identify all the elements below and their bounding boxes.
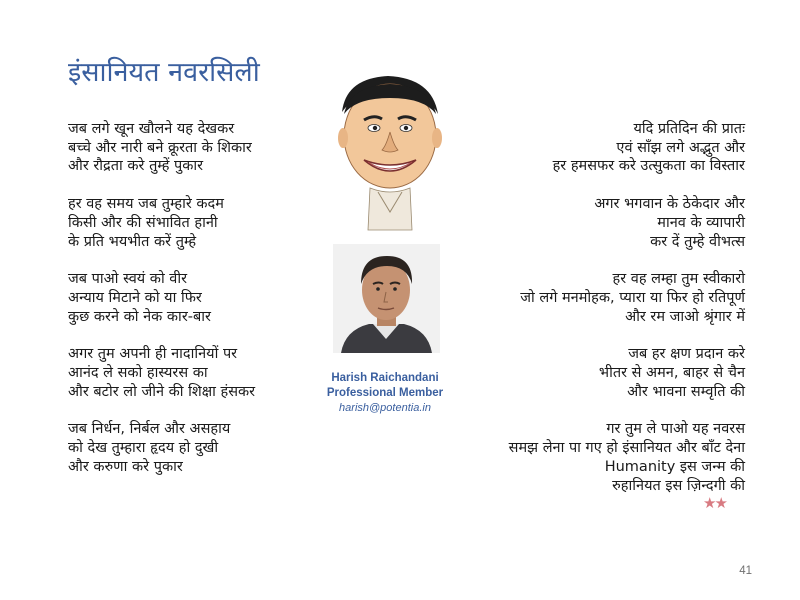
stanza <box>68 120 348 176</box>
author-caricature <box>328 72 450 232</box>
poem-line: Humanity इस जन्म की <box>604 458 745 475</box>
poem-line: गर तुम ले पाओ यह नवरस <box>606 421 745 438</box>
poem-line: हर हमसफर करे उत्सुकता का विस्तार <box>552 158 745 175</box>
poem-line: कुछ करने को नेक कार-बार <box>68 308 211 325</box>
poem-line: और करुणा करे पुकार <box>68 458 183 475</box>
poem-line: बच्चे और नारी बने क्रूरता के शिकार <box>68 139 252 156</box>
poem-line: एवं साँझ लगे अद्भुत और <box>616 139 745 156</box>
poem-line: हर वह लम्हा तुम स्वीकारो <box>612 271 745 288</box>
poem-line: और भावना सम्वृति की <box>627 383 745 400</box>
poem-line: को देख तुम्हारा हृदय हो दुखी <box>68 440 219 457</box>
stanza <box>445 345 745 401</box>
poem-line: भीतर से अमन, बाहर से चैन <box>598 365 745 382</box>
poem-line: रुहानियत इस ज़िन्दगी की <box>612 477 745 494</box>
poem-line: किसी और की संभावित हानी <box>68 214 218 231</box>
stanza <box>445 195 745 251</box>
poem-line: कर दें तुम्हे वीभत्स <box>650 233 745 250</box>
stanza <box>68 270 348 326</box>
poem-line: अगर भगवान के ठेकेदार और <box>594 196 745 213</box>
portrait-illustration <box>333 244 440 353</box>
poem-line: जब निर्धन, निर्बल और असहाय <box>68 421 231 438</box>
stanza <box>445 420 745 495</box>
poem-line: अगर तुम अपनी ही नादानियों पर <box>68 346 238 363</box>
stanza <box>68 195 348 251</box>
page-number: 41 <box>739 565 752 577</box>
poem-right-column <box>445 120 745 514</box>
poem-line: यदि प्रतिदिन की प्रातः <box>633 121 745 137</box>
stanza <box>445 120 745 176</box>
poem-line: अन्याय मिटाने को या फिर <box>68 289 202 306</box>
poem-line: के प्रति भयभीत करें तुम्हे <box>68 233 197 250</box>
author-name: Harish Raichandani <box>331 372 439 384</box>
page-title: इंसानियत नवरसिली <box>68 57 260 88</box>
author-caption <box>325 371 445 416</box>
author-role: Professional Member <box>326 387 444 399</box>
author-email: harish@potentia.in <box>339 402 431 414</box>
poem-line: जो लगे मनमोहक, प्यारा या फिर हो रतिपूर्ण <box>520 289 745 306</box>
poem-line: समझ लेना पा गए हो इंसानियत और बाँट देना <box>508 440 745 457</box>
poem-left-column <box>68 120 348 496</box>
poem-line: मानव के व्यापारी <box>657 214 745 231</box>
poem-line: और बटोर लो जीने की शिक्षा हंसकर <box>68 383 256 400</box>
poem-line: हर वह समय जब तुम्हारे कदम <box>68 196 224 213</box>
poem-line: आनंद ले सको हास्यरस का <box>68 365 208 382</box>
poem-line: और रौद्रता करे तुम्हें पुकार <box>68 158 204 175</box>
poem-line: जब पाओ स्वयं को वीर <box>68 271 188 288</box>
stanza <box>445 270 745 326</box>
star-decoration-icon: ★★ <box>703 494 726 512</box>
stanza <box>68 345 348 401</box>
poem-line: जब लगे खून खौलने यह देखकर <box>68 121 235 137</box>
author-photo <box>333 244 440 353</box>
poem-line: जब हर क्षण प्रदान करे <box>628 346 745 363</box>
poem-line: और रम जाओ श्रृंगार में <box>625 308 745 325</box>
stanza <box>68 420 348 476</box>
